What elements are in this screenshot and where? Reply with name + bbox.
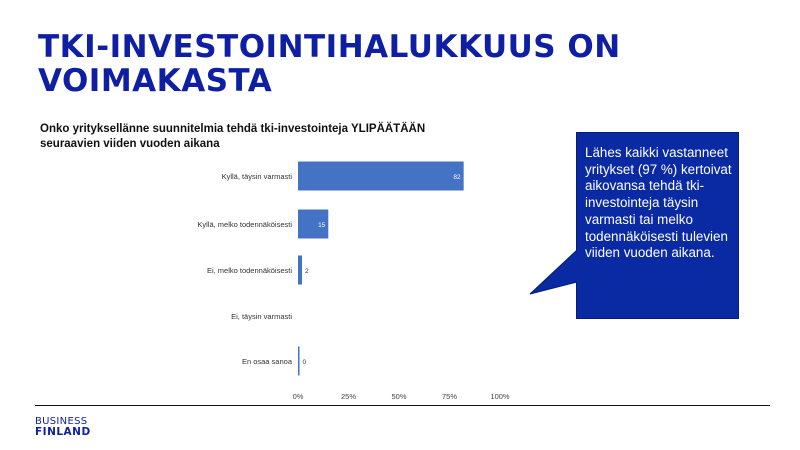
data-label: 2	[305, 268, 309, 275]
chart-question: Onko yrityksellänne suunnitelmia tehdä tki-investointeja YLIPÄÄTÄÄN seuraavien viiden vuoden aikana	[40, 123, 426, 150]
category-label: Kyllä, melko todennäköisesti	[197, 220, 292, 229]
x-tick-label: 75%	[441, 392, 458, 401]
footer-divider	[35, 405, 770, 406]
category-label: En osaa sanoa	[241, 357, 292, 366]
category-label: Kyllä, täysin varmasti	[221, 172, 292, 181]
logo-line-2: FINLAND	[35, 426, 91, 438]
category-label: Ei, melko todennäköisesti	[206, 266, 292, 275]
x-tick-label: 0%	[292, 392, 304, 401]
data-label: 15	[318, 222, 326, 229]
data-label: 82	[453, 174, 461, 181]
category-label: Ei, täysin varmasti	[231, 312, 292, 321]
data-label: 0	[302, 359, 307, 366]
slide-title: TKI-INVESTOINTIHALUKKUUS ON VOIMAKASTA	[38, 29, 621, 99]
x-tick-label: 100%	[490, 392, 510, 401]
callout-text: Lähes kaikki vastanneet yritykset (97 %) kertoivat aikovansa tehdä tki-investointeja täysin varmasti tai melko todennäköisesti tulevien viiden vuoden aikana.	[585, 145, 732, 261]
logo-line-1: BUSINESS	[35, 416, 88, 427]
business-finland-logo	[35, 416, 91, 438]
x-tick-label: 25%	[340, 392, 357, 401]
x-tick-label: 50%	[391, 392, 407, 401]
